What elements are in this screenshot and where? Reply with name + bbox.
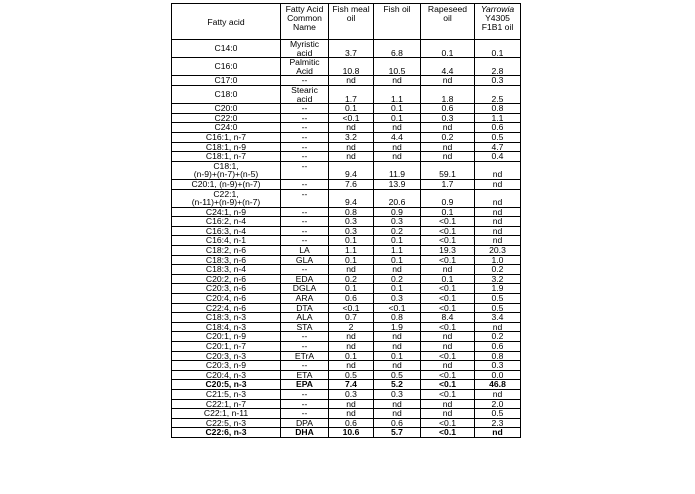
fatty-acid-cell: C20:3, n-9	[172, 361, 281, 371]
table-row	[172, 265, 521, 275]
fish-oil-cell: 0.6	[374, 418, 421, 428]
common-name-cell: --	[281, 361, 329, 371]
common-name-cell: GLA	[281, 255, 329, 265]
rapeseed-cell: 0.6	[421, 104, 475, 114]
fatty-acid-cell: C20:1, n-7	[172, 342, 281, 352]
rapeseed-cell: 1.8	[421, 85, 475, 103]
table-row	[172, 246, 521, 256]
rapeseed-cell: 4.4	[421, 58, 475, 76]
rapeseed-cell: <0.1	[421, 351, 475, 361]
table-row	[172, 179, 521, 189]
yarrowia-cell: nd	[475, 217, 521, 227]
table-row	[172, 274, 521, 284]
table-row	[172, 58, 521, 76]
fish-meal-cell: nd	[329, 152, 374, 162]
yarrowia-cell: 1.9	[475, 284, 521, 294]
common-name-cell: --	[281, 113, 329, 123]
yarrowia-cell: nd	[475, 389, 521, 399]
rapeseed-cell: <0.1	[421, 294, 475, 304]
table-row	[172, 40, 521, 58]
rapeseed-cell: nd	[421, 265, 475, 275]
fatty-acid-cell: C20:1, n-9	[172, 332, 281, 342]
fish-meal-cell: 0.3	[329, 389, 374, 399]
yarrowia-cell: 0.5	[475, 294, 521, 304]
rapeseed-cell: 0.3	[421, 113, 475, 123]
yarrowia-cell: 3.2	[475, 274, 521, 284]
fatty-acid-cell: C16:1, n-7	[172, 132, 281, 142]
table-row	[172, 313, 521, 323]
fish-oil-cell: 10.5	[374, 58, 421, 76]
fish-oil-cell: nd	[374, 361, 421, 371]
fish-meal-cell: 2	[329, 322, 374, 332]
common-name-cell: --	[281, 207, 329, 217]
yarrowia-cell: 0.4	[475, 152, 521, 162]
fish-oil-cell: 11.9	[374, 161, 421, 179]
fish-meal-cell: 0.6	[329, 294, 374, 304]
fatty-acid-cell: C20:4, n-3	[172, 370, 281, 380]
common-name-cell: ALA	[281, 313, 329, 323]
common-name-cell: DTA	[281, 303, 329, 313]
common-name-cell: --	[281, 179, 329, 189]
fish-oil-cell: 0.3	[374, 217, 421, 227]
fish-meal-cell: nd	[329, 332, 374, 342]
rapeseed-cell: nd	[421, 342, 475, 352]
table-row	[172, 226, 521, 236]
yarrowia-cell: 0.5	[475, 409, 521, 419]
fish-meal-cell: nd	[329, 123, 374, 133]
fatty-acid-cell: C18:3, n-3	[172, 313, 281, 323]
table-row	[172, 123, 521, 133]
table-row	[172, 342, 521, 352]
fish-meal-cell: 0.1	[329, 255, 374, 265]
table-row	[172, 132, 521, 142]
fish-meal-cell: 10.6	[329, 428, 374, 438]
fish-oil-cell: 0.8	[374, 313, 421, 323]
fish-oil-cell: 0.1	[374, 113, 421, 123]
rapeseed-cell: nd	[421, 152, 475, 162]
yarrowia-cell: 0.8	[475, 351, 521, 361]
fish-meal-cell: 1.7	[329, 85, 374, 103]
fatty-acid-cell: C21:5, n-3	[172, 389, 281, 399]
yarrowia-cell: 2.3	[475, 418, 521, 428]
header-fatty-acid: Fatty acid	[172, 4, 281, 40]
header-row	[172, 4, 521, 40]
table-row	[172, 361, 521, 371]
table-row	[172, 207, 521, 217]
fish-meal-cell: <0.1	[329, 303, 374, 313]
fatty-acid-cell: C22:1, (n-11)+(n-9)+(n-7)	[172, 189, 281, 207]
table-row	[172, 418, 521, 428]
fatty-acid-cell: C20:1, (n-9)+(n-7)	[172, 179, 281, 189]
fish-oil-cell: 1.1	[374, 246, 421, 256]
fish-oil-cell: 0.1	[374, 236, 421, 246]
yarrowia-cell: 1.0	[475, 255, 521, 265]
fatty-acid-cell: C16:3, n-4	[172, 226, 281, 236]
header-rapeseed-oil: Rapeseed oil	[421, 4, 475, 40]
header-fish-meal-oil: Fish meal oil	[329, 4, 374, 40]
rapeseed-cell: nd	[421, 76, 475, 86]
yarrowia-cell: 1.1	[475, 113, 521, 123]
table-row	[172, 236, 521, 246]
fish-meal-cell: nd	[329, 399, 374, 409]
yarrowia-cell: 0.5	[475, 132, 521, 142]
common-name-cell: --	[281, 132, 329, 142]
table-row	[172, 332, 521, 342]
common-name-cell: --	[281, 142, 329, 152]
fish-oil-cell: 0.2	[374, 274, 421, 284]
fish-oil-cell: 4.4	[374, 132, 421, 142]
fatty-acid-cell: C18:4, n-3	[172, 322, 281, 332]
fish-meal-cell: 0.6	[329, 418, 374, 428]
fish-oil-cell: 5.7	[374, 428, 421, 438]
yarrowia-cell: 0.2	[475, 332, 521, 342]
yarrowia-cell: 0.0	[475, 370, 521, 380]
common-name-cell: --	[281, 104, 329, 114]
rapeseed-cell: <0.1	[421, 428, 475, 438]
rapeseed-cell: <0.1	[421, 255, 475, 265]
fish-meal-cell: nd	[329, 409, 374, 419]
rapeseed-cell: <0.1	[421, 418, 475, 428]
table-row	[172, 217, 521, 227]
fatty-acid-cell: C20:4, n-6	[172, 294, 281, 304]
fatty-acid-cell: C22:5, n-3	[172, 418, 281, 428]
rapeseed-cell: nd	[421, 123, 475, 133]
rapeseed-cell: nd	[421, 332, 475, 342]
fatty-acid-cell: C24:0	[172, 123, 281, 133]
common-name-cell: EPA	[281, 380, 329, 390]
yarrowia-cell: 0.1	[475, 40, 521, 58]
fatty-acid-cell: C22:1, n-11	[172, 409, 281, 419]
fish-oil-cell: 0.2	[374, 226, 421, 236]
table-row	[172, 85, 521, 103]
table-row	[172, 409, 521, 419]
yarrowia-cell: 0.6	[475, 123, 521, 133]
table-body	[172, 40, 521, 438]
common-name-cell: ETA	[281, 370, 329, 380]
table-row	[172, 189, 521, 207]
rapeseed-cell: <0.1	[421, 226, 475, 236]
table-row	[172, 104, 521, 114]
yarrowia-cell: nd	[475, 226, 521, 236]
fish-meal-cell: 9.4	[329, 161, 374, 179]
rapeseed-cell: 19.3	[421, 246, 475, 256]
table-row	[172, 389, 521, 399]
common-name-cell: DGLA	[281, 284, 329, 294]
fish-meal-cell: 10.8	[329, 58, 374, 76]
fish-meal-cell: 0.1	[329, 351, 374, 361]
fish-oil-cell: nd	[374, 409, 421, 419]
fish-oil-cell: nd	[374, 142, 421, 152]
common-name-cell: STA	[281, 322, 329, 332]
rapeseed-cell: nd	[421, 409, 475, 419]
fatty-acid-cell: C22:0	[172, 113, 281, 123]
common-name-cell: --	[281, 217, 329, 227]
common-name-cell: Myristic acid	[281, 40, 329, 58]
common-name-cell: --	[281, 399, 329, 409]
fish-oil-cell: nd	[374, 123, 421, 133]
fish-meal-cell: 1.1	[329, 246, 374, 256]
fish-oil-cell: 6.8	[374, 40, 421, 58]
fish-meal-cell: 0.8	[329, 207, 374, 217]
rapeseed-cell: <0.1	[421, 322, 475, 332]
fatty-acid-cell: C18:1, (n-9)+(n-7)+(n-5)	[172, 161, 281, 179]
yarrowia-cell: 0.2	[475, 265, 521, 275]
rapeseed-cell: nd	[421, 142, 475, 152]
common-name-cell: --	[281, 342, 329, 352]
common-name-cell: --	[281, 236, 329, 246]
common-name-cell: --	[281, 189, 329, 207]
fish-meal-cell: nd	[329, 76, 374, 86]
fish-meal-cell: 0.3	[329, 226, 374, 236]
fatty-acid-cell: C16:4, n-1	[172, 236, 281, 246]
fatty-acid-cell: C17:0	[172, 76, 281, 86]
common-name-cell: ARA	[281, 294, 329, 304]
common-name-cell: Stearic acid	[281, 85, 329, 103]
yarrowia-cell: nd	[475, 322, 521, 332]
fatty-acid-cell: C18:1, n-9	[172, 142, 281, 152]
rapeseed-cell: 1.7	[421, 179, 475, 189]
fish-oil-cell: nd	[374, 399, 421, 409]
fatty-acid-cell: C14:0	[172, 40, 281, 58]
common-name-cell: --	[281, 265, 329, 275]
fatty-acid-cell: C18:3, n-6	[172, 255, 281, 265]
fish-oil-cell: 0.5	[374, 370, 421, 380]
yarrowia-cell: nd	[475, 179, 521, 189]
rapeseed-cell: 8.4	[421, 313, 475, 323]
yarrowia-cell: 0.8	[475, 104, 521, 114]
fatty-acid-cell: C18:1, n-7	[172, 152, 281, 162]
yarrowia-cell: 3.4	[475, 313, 521, 323]
common-name-cell: DHA	[281, 428, 329, 438]
fish-oil-cell: 20.6	[374, 189, 421, 207]
yarrowia-cell: 0.3	[475, 361, 521, 371]
rapeseed-cell: 0.1	[421, 40, 475, 58]
fatty-acid-cell: C20:2, n-6	[172, 274, 281, 284]
fish-meal-cell: 3.2	[329, 132, 374, 142]
fatty-acid-cell: C20:3, n-3	[172, 351, 281, 361]
fatty-acid-cell: C22:6, n-3	[172, 428, 281, 438]
common-name-cell: --	[281, 123, 329, 133]
rapeseed-cell: 0.1	[421, 207, 475, 217]
table-row	[172, 113, 521, 123]
common-name-cell: ETrA	[281, 351, 329, 361]
fish-oil-cell: 0.1	[374, 104, 421, 114]
fish-oil-cell: 0.1	[374, 351, 421, 361]
fatty-acid-cell: C20:0	[172, 104, 281, 114]
yarrowia-cell: 2.8	[475, 58, 521, 76]
fatty-acid-cell: C20:5, n-3	[172, 380, 281, 390]
yarrowia-cell: nd	[475, 236, 521, 246]
fish-oil-cell: <0.1	[374, 303, 421, 313]
fish-meal-cell: 0.1	[329, 104, 374, 114]
fish-meal-cell: 3.7	[329, 40, 374, 58]
header-common-name: Fatty Acid Common Name	[281, 4, 329, 40]
table-row	[172, 161, 521, 179]
table-row	[172, 351, 521, 361]
fish-meal-cell: 0.5	[329, 370, 374, 380]
fish-oil-cell: 13.9	[374, 179, 421, 189]
common-name-cell: --	[281, 152, 329, 162]
fatty-acid-cell: C18:3, n-4	[172, 265, 281, 275]
rapeseed-cell: <0.1	[421, 217, 475, 227]
fatty-acid-cell: C20:3, n-6	[172, 284, 281, 294]
fatty-acid-cell: C18:0	[172, 85, 281, 103]
rapeseed-cell: 0.1	[421, 274, 475, 284]
fish-oil-cell: nd	[374, 76, 421, 86]
rapeseed-cell: <0.1	[421, 380, 475, 390]
rapeseed-cell: <0.1	[421, 389, 475, 399]
fish-meal-cell: 0.7	[329, 313, 374, 323]
yarrowia-cell: 0.3	[475, 76, 521, 86]
fish-oil-cell: 1.1	[374, 85, 421, 103]
rapeseed-cell: nd	[421, 399, 475, 409]
fish-oil-cell: 0.1	[374, 284, 421, 294]
table-row	[172, 370, 521, 380]
fish-oil-cell: nd	[374, 152, 421, 162]
yarrowia-cell: 2.0	[475, 399, 521, 409]
fish-meal-cell: 0.2	[329, 274, 374, 284]
common-name-cell: --	[281, 226, 329, 236]
common-name-cell: --	[281, 389, 329, 399]
fish-meal-cell: <0.1	[329, 113, 374, 123]
common-name-cell: DPA	[281, 418, 329, 428]
rapeseed-cell: <0.1	[421, 303, 475, 313]
table-row	[172, 322, 521, 332]
fish-oil-cell: nd	[374, 332, 421, 342]
yarrowia-cell: 46.8	[475, 380, 521, 390]
common-name-cell: LA	[281, 246, 329, 256]
header-yarrowia-oil: Yarrowia Y4305 F1B1 oil	[475, 4, 521, 40]
table-row	[172, 142, 521, 152]
yarrowia-cell: 0.5	[475, 303, 521, 313]
table-row	[172, 294, 521, 304]
fatty-acid-cell: C18:2, n-6	[172, 246, 281, 256]
fish-meal-cell: 0.3	[329, 217, 374, 227]
header-fish-oil: Fish oil	[374, 4, 421, 40]
fish-oil-cell: 0.3	[374, 389, 421, 399]
fatty-acid-table	[171, 3, 521, 438]
table-row	[172, 303, 521, 313]
fish-oil-cell: 0.3	[374, 294, 421, 304]
common-name-cell: EDA	[281, 274, 329, 284]
fatty-acid-cell: C16:2, n-4	[172, 217, 281, 227]
fish-meal-cell: nd	[329, 265, 374, 275]
table-row	[172, 399, 521, 409]
rapeseed-cell: 0.2	[421, 132, 475, 142]
rapeseed-cell: <0.1	[421, 236, 475, 246]
table-row	[172, 380, 521, 390]
fish-meal-cell: nd	[329, 342, 374, 352]
table-row	[172, 284, 521, 294]
table-row	[172, 152, 521, 162]
rapeseed-cell: 0.9	[421, 189, 475, 207]
fatty-acid-cell: C22:1, n-7	[172, 399, 281, 409]
yarrowia-cell: 4.7	[475, 142, 521, 152]
table-row	[172, 428, 521, 438]
fish-oil-cell: 5.2	[374, 380, 421, 390]
fish-meal-cell: nd	[329, 142, 374, 152]
common-name-cell: --	[281, 76, 329, 86]
yarrowia-cell: nd	[475, 161, 521, 179]
yarrowia-cell: nd	[475, 428, 521, 438]
table-row	[172, 255, 521, 265]
yarrowia-cell: 0.6	[475, 342, 521, 352]
rapeseed-cell: <0.1	[421, 284, 475, 294]
common-name-cell: --	[281, 409, 329, 419]
yarrowia-cell: 2.5	[475, 85, 521, 103]
rapeseed-cell: nd	[421, 361, 475, 371]
table-row	[172, 76, 521, 86]
fish-meal-cell: 0.1	[329, 284, 374, 294]
common-name-cell: --	[281, 161, 329, 179]
fish-oil-cell: nd	[374, 342, 421, 352]
fatty-acid-cell: C16:0	[172, 58, 281, 76]
fish-oil-cell: 0.9	[374, 207, 421, 217]
common-name-cell: Palmitic Acid	[281, 58, 329, 76]
fatty-acid-cell: C24:1, n-9	[172, 207, 281, 217]
rapeseed-cell: 59.1	[421, 161, 475, 179]
common-name-cell: --	[281, 332, 329, 342]
fish-oil-cell: nd	[374, 265, 421, 275]
yarrowia-cell: nd	[475, 207, 521, 217]
rapeseed-cell: <0.1	[421, 370, 475, 380]
fish-meal-cell: 7.4	[329, 380, 374, 390]
fish-meal-cell: 7.6	[329, 179, 374, 189]
fatty-acid-cell: C22:4, n-6	[172, 303, 281, 313]
fish-meal-cell: nd	[329, 361, 374, 371]
yarrowia-cell: nd	[475, 189, 521, 207]
fish-meal-cell: 0.1	[329, 236, 374, 246]
fish-oil-cell: 1.9	[374, 322, 421, 332]
fish-oil-cell: 0.1	[374, 255, 421, 265]
yarrowia-cell: 20.3	[475, 246, 521, 256]
fish-meal-cell: 9.4	[329, 189, 374, 207]
